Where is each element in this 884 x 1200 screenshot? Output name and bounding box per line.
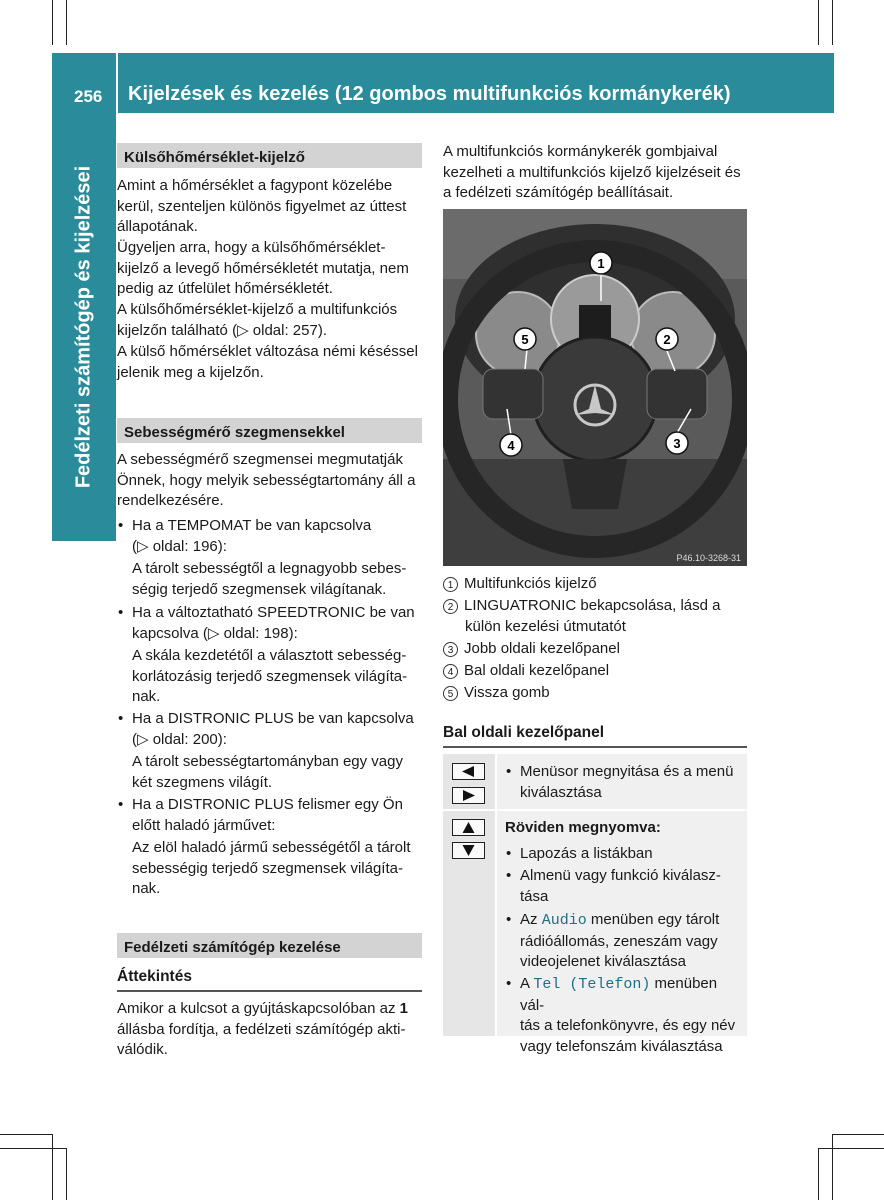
bullet-dot: •: [506, 975, 512, 992]
text-line: [520, 910, 745, 932]
text-line: nak.: [132, 880, 161, 897]
page-number-box: [52, 53, 116, 113]
crop-mark: [818, 0, 819, 45]
menu-name-telephone: Tel (Telefon): [533, 976, 651, 993]
bullet-dot: •: [506, 911, 512, 928]
legend-number: 1: [443, 577, 458, 592]
callout-5: [514, 328, 536, 350]
legend-text: Vissza gomb: [464, 684, 550, 701]
legend-text: külön kezelési útmutatót: [465, 617, 626, 635]
legend-text: Jobb oldali kezelőpanel: [464, 640, 620, 657]
text-line: Ha a DISTRONIC PLUS be van kapcsolva: [132, 710, 414, 727]
page-reference-link[interactable]: kijelzőn található (▷ oldal: 257).: [117, 321, 327, 339]
svg-text:3: 3: [673, 436, 681, 451]
page-reference-link[interactable]: (▷ oldal: 200):: [132, 730, 227, 748]
crop-mark: [818, 1148, 819, 1200]
page-reference-link[interactable]: (▷ oldal: 196):: [132, 537, 227, 555]
steering-wheel-illustration: [443, 209, 747, 566]
text-line: Almenü vagy funkció kiválasz-: [520, 867, 721, 884]
text-line: Lapozás a listákban: [520, 845, 653, 862]
text-line: kijelző a levegő hőmérsékletét mutatja, nem: [117, 259, 409, 277]
outside-temp-paragraph-3: [117, 300, 427, 341]
legend-item: [443, 596, 721, 637]
legend-text: LINGUATRONIC bekapcsolása, lásd a: [464, 597, 721, 614]
bullet-dot: •: [118, 710, 124, 727]
divider: [443, 746, 747, 748]
callout-1: [590, 252, 612, 274]
outside-temp-paragraph-2: [117, 238, 427, 300]
legend-item: [443, 639, 620, 660]
table-item: [506, 974, 745, 1057]
photo-code: P46.10-3268-31: [676, 553, 741, 563]
subheading-overview: Áttekintés: [117, 968, 192, 985]
overview-paragraph: [117, 999, 427, 1061]
heading-text: Külsőhőmérséklet-kijelző: [124, 149, 305, 166]
callout-2: [656, 328, 678, 350]
text-line: Amint a hőmérséklet a fagypont közelébe: [117, 177, 393, 194]
divider: [117, 990, 422, 992]
svg-text:2: 2: [663, 332, 671, 347]
text-line: rendelkezésére.: [117, 492, 224, 509]
text-line: A külsőhőmérséklet-kijelző a multifunkciós: [117, 301, 398, 318]
heading-text: Sebességmérő szegmensekkel: [124, 424, 345, 441]
text-line: kezelheti a multifunkciós kijelző kijelzéseit és: [443, 163, 741, 181]
legend-number: 4: [443, 664, 458, 679]
legend-item: [443, 683, 550, 704]
table-item: [506, 844, 745, 865]
legend-item: [443, 661, 609, 682]
text-line: a fedélzeti számítógép beállításait.: [443, 184, 674, 201]
side-tab-label: Fedélzeti számítógép és kijelzései: [72, 165, 95, 489]
page-number: 256: [74, 87, 103, 106]
text-part: Az: [520, 911, 542, 928]
text-line: [520, 974, 745, 1016]
crop-mark: [66, 1148, 67, 1200]
text-line: állásba fordítja, a fedélzeti számítógép akti-: [117, 1020, 406, 1038]
heading-text: Fedélzeti számítógép kezelése: [124, 939, 341, 956]
text-line: Önnek, hogy melyik sebességtartomány áll a: [117, 471, 416, 489]
legend-text: Multifunkciós kijelző: [464, 575, 597, 592]
text-line: Az elöl haladó jármű sebességétől a tárolt: [132, 839, 411, 856]
text-line: állapotának.: [117, 218, 198, 235]
text-line: válódik.: [117, 1041, 168, 1058]
key-position: 1: [399, 1000, 408, 1017]
steering-wheel-image: [443, 209, 747, 566]
text-line: rádióállomás, zeneszám vagy: [520, 932, 718, 950]
text-line: A tárolt sebességtől a legnagyobb sebes-: [132, 560, 407, 577]
heading-outside-temp: [117, 143, 422, 168]
text-line: A tárolt sebességtartományban egy vagy: [132, 753, 403, 770]
text-line: Ügyeljen arra, hogy a külsőhőmérséklet-: [117, 239, 386, 256]
crop-mark: [52, 1134, 53, 1200]
text-part: A: [520, 975, 534, 992]
list-item-detail: [132, 646, 427, 708]
text-line: tás a telefonkönyvre, és egy név: [520, 1017, 736, 1034]
arrow-left-key: [452, 763, 485, 780]
text-line: pedig az útfelület hőmérsékletét.: [117, 280, 333, 297]
text-line: Menüsor megnyitása és a menü: [520, 763, 734, 780]
bullet-dot: •: [118, 796, 124, 813]
legend-number: 2: [443, 599, 458, 614]
text-line: Ha a TEMPOMAT be van kapcsolva: [132, 517, 372, 534]
arrow-up-icon: [453, 820, 484, 835]
text-line: Ha a változtatható SPEEDTRONIC be van: [132, 604, 415, 621]
heading-onboard-computer: [117, 933, 422, 958]
list-item: [118, 603, 427, 644]
text-line: tása: [520, 887, 549, 905]
text-part: menüben egy tárolt: [586, 911, 720, 928]
legend-item: [443, 574, 597, 595]
table-row-title: Röviden megnyomva:: [505, 819, 661, 836]
svg-text:4: 4: [507, 438, 515, 453]
table-item: [506, 866, 745, 907]
arrow-right-icon: [453, 788, 484, 803]
list-item-detail: [132, 752, 427, 793]
text-line: A skála kezdetétől a választott sebesség-: [132, 647, 407, 664]
page-reference-link[interactable]: kapcsolva (▷ oldal: 198):: [132, 624, 298, 642]
text-line: sebességig terjedő szegmensek világíta-: [132, 859, 403, 877]
text-line: videojelenet kiválasztása: [520, 953, 686, 970]
legend-number: 5: [443, 686, 458, 701]
text-part: Amikor a kulcsot a gyújtáskapcsolóban az: [117, 1000, 400, 1017]
outside-temp-paragraph-4: [117, 342, 427, 383]
crop-mark: [832, 1134, 833, 1200]
svg-text:1: 1: [597, 256, 605, 271]
table-heading: Bal oldali kezelőpanel: [443, 724, 605, 741]
text-line: Ha a DISTRONIC PLUS felismer egy Ön: [132, 796, 403, 813]
table-item: [506, 910, 745, 973]
callout-4: [500, 434, 522, 456]
arrow-up-key: [452, 819, 485, 836]
bullet-dot: •: [506, 845, 512, 862]
text-line: korlátozásig terjedő szegmensek világíta-: [132, 667, 408, 685]
svg-text:5: 5: [521, 332, 529, 347]
steering-intro: [443, 142, 753, 204]
crop-mark: [66, 0, 67, 45]
text-line: két szegmens világít.: [132, 773, 273, 791]
text-line: ségig terjedő szegmensek világítanak.: [132, 580, 387, 598]
text-line: A sebességmérő szegmensei megmutatják: [117, 451, 403, 468]
crop-mark: [818, 1148, 884, 1149]
heading-speedometer: [117, 418, 422, 443]
outside-temp-paragraph-1: [117, 176, 427, 238]
arrow-down-icon: [453, 843, 484, 858]
text-line: kerül, szenteljen különös figyelmet az úttest: [117, 197, 407, 215]
bullet-dot: •: [118, 517, 124, 534]
crop-mark: [0, 1134, 52, 1135]
list-item: [118, 795, 427, 836]
crop-mark: [52, 0, 53, 45]
text-line: A külső hőmérséklet változása némi késéssel: [117, 343, 418, 360]
list-item: [118, 516, 427, 557]
list-item: [118, 709, 427, 750]
text-line: nak.: [132, 688, 161, 705]
text-line: kiválasztása: [520, 783, 602, 801]
list-item-detail: [132, 838, 427, 900]
crop-mark: [832, 0, 833, 45]
legend-text: Bal oldali kezelőpanel: [464, 662, 610, 679]
list-item-detail: [132, 559, 427, 600]
section-side-tab: [52, 113, 116, 541]
arrow-down-key: [452, 842, 485, 859]
table-item: [506, 762, 745, 803]
bullet-dot: •: [506, 867, 512, 884]
text-line: A multifunkciós kormánykerék gombjaival: [443, 143, 718, 160]
text-line: [117, 999, 427, 1020]
speedometer-intro: [117, 450, 427, 512]
arrow-left-icon: [453, 764, 484, 779]
legend-number: 3: [443, 642, 458, 657]
page-title: Kijelzések és kezelés (12 gombos multifunkciós kormánykerék): [128, 83, 731, 105]
text-line: jelenik meg a kijelzőn.: [117, 363, 264, 381]
text-line: vagy telefonszám kiválasztása: [520, 1037, 723, 1055]
menu-name-audio: Audio: [541, 912, 587, 929]
bullet-dot: •: [506, 763, 512, 780]
crop-mark: [832, 1134, 884, 1135]
callout-3: [666, 432, 688, 454]
arrow-right-key: [452, 787, 485, 804]
text-line: előtt haladó járművet:: [132, 816, 276, 834]
bullet-dot: •: [118, 604, 124, 621]
crop-mark: [0, 1148, 66, 1149]
text-part: menüben vál-: [520, 975, 718, 1014]
page-title-bar: [118, 53, 834, 113]
